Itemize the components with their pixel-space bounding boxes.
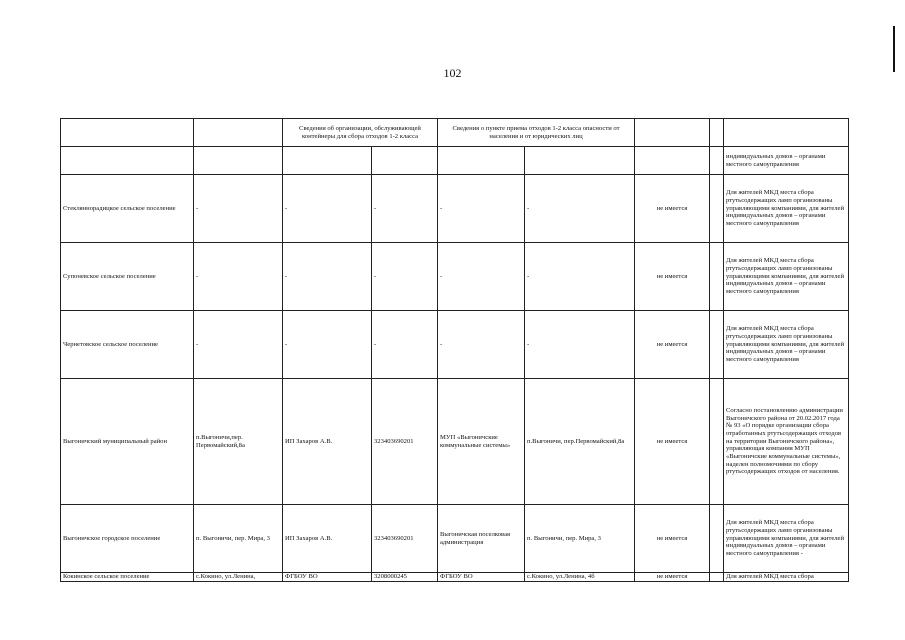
table-row — [61, 505, 849, 573]
table-row — [61, 175, 849, 243]
header-row — [61, 119, 849, 147]
table-row — [61, 311, 849, 379]
point-org: - — [438, 243, 525, 311]
org-inn: - — [372, 243, 438, 311]
carryover-row — [61, 147, 849, 175]
org-inn: 3208000245 — [372, 573, 438, 582]
row-note: Согласно постановлению администрации Выгоничского района от 20.02.2017 года № 93 «О порядке организации сбора отработанных ртутьсодержащих отходов на территории Выгоничского района», управляющая компания МУП «Выгоничские коммунальные системы», наделен полномочиями по сбору ртутьсодержащих отходов от населения. — [724, 379, 849, 505]
table-cell — [710, 175, 724, 243]
org-inn: 323403690201 — [372, 379, 438, 505]
table-cell — [710, 147, 724, 175]
service-org: - — [283, 175, 372, 243]
header-point-group: Сведения о пункте приема отходов 1-2 класса опасности от населения и от юридических лиц — [438, 119, 635, 147]
table-cell — [194, 147, 283, 175]
status-text: не имеется — [635, 175, 710, 243]
org-inn: - — [372, 311, 438, 379]
settlement-name: Супоневское сельское поселение — [61, 243, 194, 311]
point-address: - — [525, 311, 635, 379]
table-row — [61, 573, 849, 582]
table-cell — [283, 147, 372, 175]
point-org: МУП «Выгоничские коммунальные системы» — [438, 379, 525, 505]
status-text: не имеется — [635, 573, 710, 582]
settlement-name: Чернетовское сельское поселение — [61, 311, 194, 379]
status-text: не имеется — [635, 311, 710, 379]
point-org: Выгоничская поселковая администрация — [438, 505, 525, 573]
header-cell — [724, 119, 849, 147]
status-text: не имеется — [635, 379, 710, 505]
table-cell — [710, 573, 724, 582]
table-cell — [61, 147, 194, 175]
settlement-name: Выгоничский муниципальный район — [61, 379, 194, 505]
point-org: - — [438, 175, 525, 243]
table-cell — [438, 147, 525, 175]
waste-collection-table — [60, 118, 849, 582]
row-note: Для жителей МКД места сбора — [724, 573, 849, 582]
table-cell — [710, 311, 724, 379]
org-inn: 323403690201 — [372, 505, 438, 573]
container-address: с.Кокино, ул.Ленина, — [194, 573, 283, 582]
status-text: не имеется — [635, 243, 710, 311]
settlement-name: Стекляннорадицкое сельское поселение — [61, 175, 194, 243]
header-cell — [710, 119, 724, 147]
table-cell — [710, 379, 724, 505]
container-address: - — [194, 175, 283, 243]
header-cell — [194, 119, 283, 147]
settlement-name: Кокинское сельское поселение — [61, 573, 194, 582]
container-address: - — [194, 311, 283, 379]
table-row — [61, 243, 849, 311]
point-address: - — [525, 175, 635, 243]
row-note: Для жителей МКД места сбора ртутьсодержащих ламп организованы управляющими компаниями, для жителей индивидуальных домов – органами местного самоуправления — [724, 175, 849, 243]
row-note: Для жителей МКД места сбора ртутьсодержащих ламп организованы управляющими компаниями, для жителей индивидуальных домов – органами местного самоуправления — [724, 311, 849, 379]
carryover-note: индивидуальных домов – органами местного самоуправления — [724, 147, 849, 175]
container-address: п. Выгоничи, пер. Мира, 3 — [194, 505, 283, 573]
page-number: 102 — [443, 66, 462, 80]
margin-bar — [893, 26, 895, 72]
table-cell — [710, 243, 724, 311]
service-org: ИП Захаров А.В. — [283, 379, 372, 505]
row-note: Для жителей МКД места сбора ртутьсодержащих ламп организованы управляющими компаниями, для жителей индивидуальных домов – органами местного самоуправления - — [724, 505, 849, 573]
point-address: с.Кокино, ул.Ленина, 4б — [525, 573, 635, 582]
table-cell — [635, 147, 710, 175]
settlement-name: Выгоничское городское поселение — [61, 505, 194, 573]
service-org: - — [283, 243, 372, 311]
container-address: п.Выгоничи,пер. Первомайский,8а — [194, 379, 283, 505]
service-org: ИП Захаров А.В. — [283, 505, 372, 573]
header-cell — [635, 119, 710, 147]
table-cell — [525, 147, 635, 175]
container-address: - — [194, 243, 283, 311]
table-cell — [372, 147, 438, 175]
table-cell — [710, 505, 724, 573]
point-org: ФГБОУ ВО — [438, 573, 525, 582]
point-address: п. Выгоничи, пер. Мира, 3 — [525, 505, 635, 573]
status-text: не имеется — [635, 505, 710, 573]
point-org: - — [438, 311, 525, 379]
table-row — [61, 379, 849, 505]
row-note: Для жителей МКД места сбора ртутьсодержащих ламп организованы управляющими компаниями, для жителей индивидуальных домов – органами местного самоуправления — [724, 243, 849, 311]
point-address: п.Выгоничи, пер.Первомайский,8а — [525, 379, 635, 505]
org-inn: - — [372, 175, 438, 243]
point-address: - — [525, 243, 635, 311]
header-org-group: Сведения об организации, обслуживающей контейнеры для сбора отходов 1-2 класса — [283, 119, 438, 147]
header-cell — [61, 119, 194, 147]
service-org: ФГБОУ ВО — [283, 573, 372, 582]
service-org: - — [283, 311, 372, 379]
